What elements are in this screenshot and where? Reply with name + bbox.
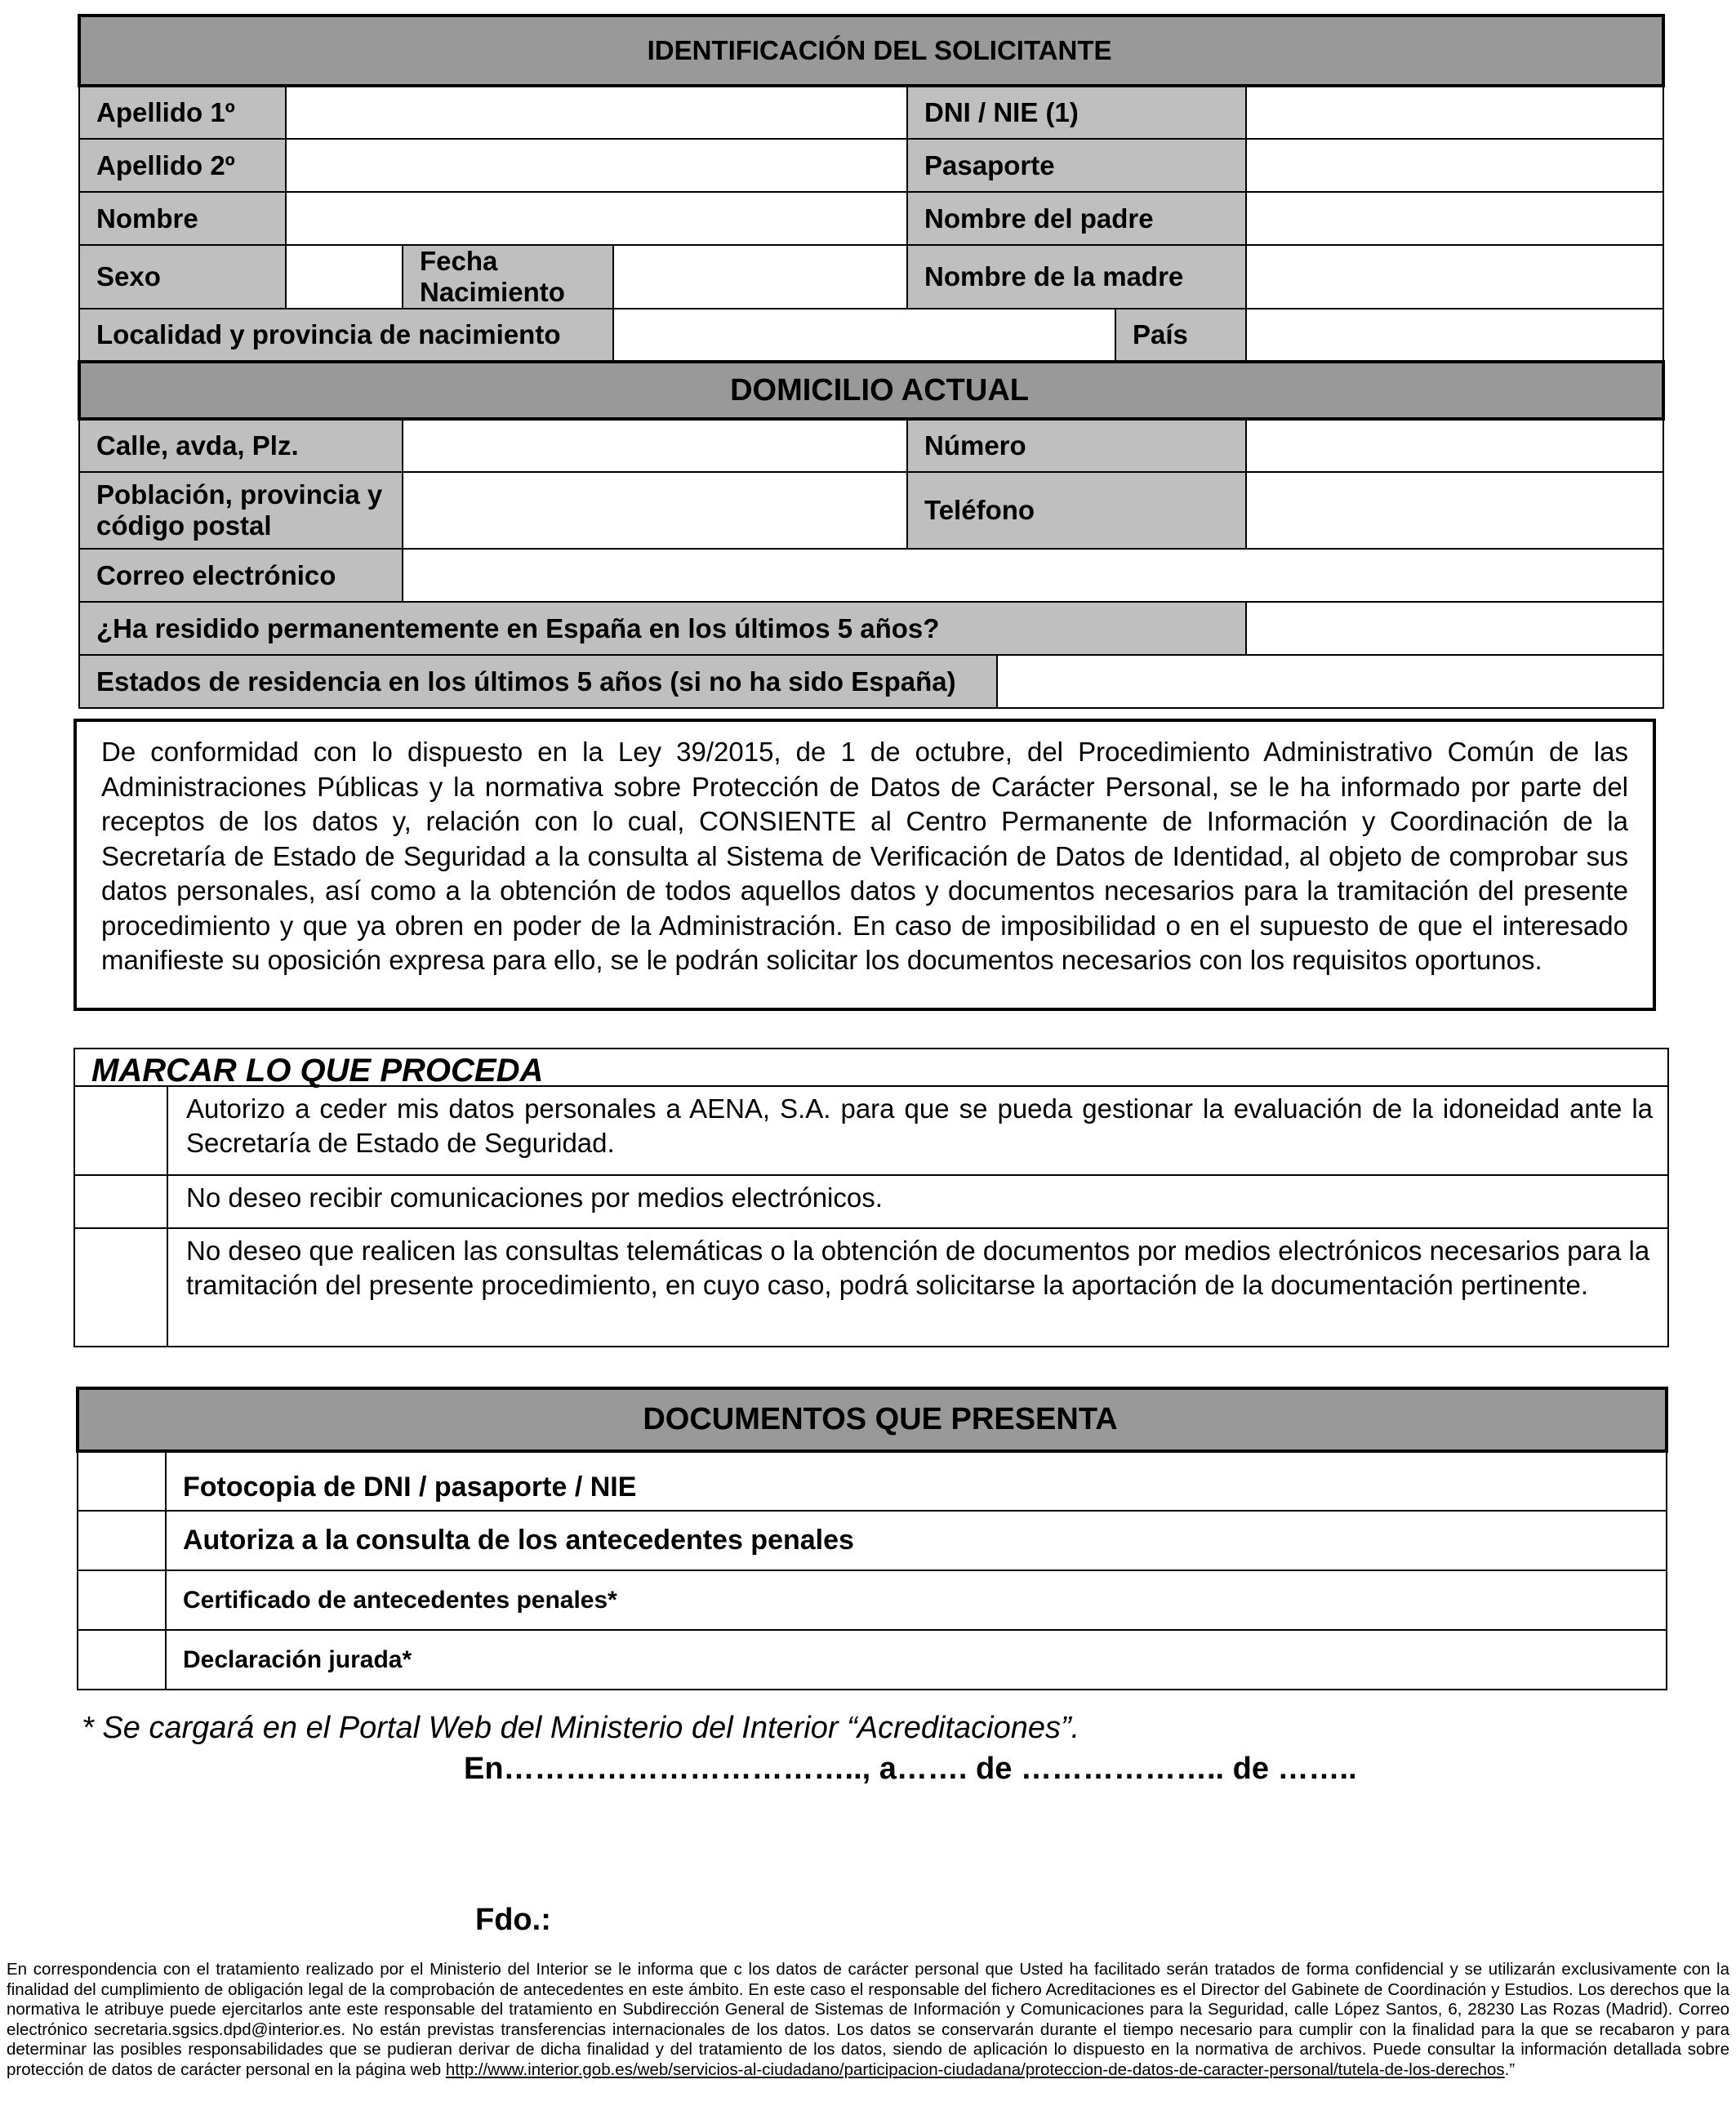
consent-text-box: De conformidad con lo dispuesto en la Ley 39/2015, de 1 de octubre, del Procedimiento Administrativo Común de las Administraciones Públicas y la normativa sobre Protección de Datos de Carácter Personal, se le ha informado por parte del receptos de los datos y, relación con lo cual, CONSIENTE al Centro Permanente de Información y Coordinación de la Secretaría de Estado de Seguridad a la consulta al Sistema de Verificación de Datos de Identidad, al objeto de comprobar sus datos personales, así como a la obtención de todos aquellos datos y documentos necesarios para la tramitación del presente procedimiento y que ya obren en poder de la Administración. En caso de imposibilidad o en el supuesto de que el interesado manifieste su oposición expresa para ello, se le podrán solicitar los documentos necesarios con los requisitos oportunos.	[73, 719, 1656, 1011]
document-checkbox[interactable]	[78, 1511, 166, 1570]
input-fecha[interactable]	[613, 245, 907, 309]
input-nombre[interactable]	[286, 192, 907, 245]
label-residido: ¿Ha residido permanentemente en España en los últimos 5 años?	[79, 602, 1246, 655]
section-header-documentos: DOCUMENTOS QUE PRESENTA	[78, 1388, 1667, 1451]
input-estados[interactable]	[997, 655, 1663, 708]
option-row	[73, 1087, 1669, 1176]
label-localidad: Localidad y provincia de nacimiento	[79, 309, 613, 362]
applicant-form-table	[78, 14, 1665, 709]
label-fecha: Fecha Nacimiento	[403, 245, 613, 309]
option-row	[73, 1176, 1669, 1229]
option-text: No deseo recibir comunicaciones por medios electrónicos.	[186, 1182, 883, 1213]
document-item: Autoriza a la consulta de los antecedentes penales	[166, 1511, 1667, 1570]
document-item: Certificado de antecedentes penales*	[166, 1570, 1667, 1630]
input-madre[interactable]	[1246, 245, 1663, 309]
input-calle[interactable]	[403, 419, 907, 472]
label-pais: País	[1115, 309, 1246, 362]
input-apellido1[interactable]	[286, 86, 907, 139]
input-numero[interactable]	[1246, 419, 1663, 472]
option-text: No deseo que realicen las consultas telemáticas o la obtención de documentos por medios electrónicos necesarios para la tramitación del presente procedimiento, en cuyo caso, podrá solicitarse la aportación de la documentación pertinente.	[186, 1236, 1650, 1300]
input-pais[interactable]	[1246, 309, 1663, 362]
document-item: Fotocopia de DNI / pasaporte / NIE	[166, 1451, 1667, 1511]
label-sexo: Sexo	[79, 245, 286, 309]
legal-notice	[7, 1960, 1729, 2080]
document-checkbox[interactable]	[78, 1630, 166, 1690]
signature-label: Fdo.:	[475, 1903, 551, 1937]
input-poblacion[interactable]	[403, 472, 907, 549]
option-checkbox[interactable]	[75, 1087, 168, 1174]
options-section	[73, 1048, 1669, 1347]
label-estados: Estados de residencia en los últimos 5 años (si no ha sido España)	[79, 655, 997, 708]
label-pasaporte: Pasaporte	[907, 139, 1246, 192]
document-checkbox[interactable]	[78, 1570, 166, 1630]
label-numero: Número	[907, 419, 1246, 472]
legal-text: En correspondencia con el tratamiento realizado por el Ministerio del Interior se le informa que c los datos de carácter personal que Usted ha facilitado serán tratados de forma confidencial y se utilizarán exclusivamente con la finalidad del cumplimiento de obligación legal de la comprobación de antecedentes en este ámbito. En este caso el responsable del fichero Acreditaciones es el Director del Gabinete de Coordinación y Estudios. Los derechos que la normativa le atribuye puede ejercitarlos ante este responsable del tratamiento en Subdirección General de Sistemas de Información y Comunicaciones para la Seguridad, calle López Santos, 6, 28230 Las Rozas (Madrid). Correo electrónico secretaria.sgsics.dpd@interior.es. No están previstas transferencias internacionales de los datos. Los datos se conservarán durante el tiempo necesario para cumplir con la finalidad para la que se recabaron y para determinar las posibles responsabilidades que se pudieran derivar de dicha finalidad y del tratamiento de los datos, siendo de aplicación lo dispuesto en la normativa de archivos. Puede consultar la información detallada sobre protección de datos de carácter personal en la página web	[7, 1960, 1729, 2079]
input-localidad[interactable]	[613, 309, 1115, 362]
upload-note: * Se cargará en el Portal Web del Ministerio del Interior “Acreditaciones”.	[82, 1711, 1080, 1745]
option-row	[73, 1229, 1669, 1347]
option-checkbox[interactable]	[75, 1176, 168, 1227]
input-correo[interactable]	[403, 549, 1663, 602]
label-calle: Calle, avda, Plz.	[79, 419, 403, 472]
input-telefono[interactable]	[1246, 472, 1663, 549]
label-apellido2: Apellido 2º	[79, 139, 286, 192]
section-header-domicilio: DOMICILIO ACTUAL	[79, 362, 1663, 419]
legal-link[interactable]: http://www.interior.gob.es/web/servicios-al-ciudadano/participacion-ciudadana/proteccion-de-datos-de-caracter-personal/tutela-de-los-derechos	[445, 2059, 1505, 2079]
section-header-identificacion: IDENTIFICACIÓN DEL SOLICITANTE	[79, 16, 1663, 86]
input-residido[interactable]	[1246, 602, 1663, 655]
legal-end: .”	[1504, 2059, 1516, 2079]
option-text: Autorizo a ceder mis datos personales a AENA, S.A. para que se pueda gestionar la evaluación de la idoneidad ante la Secretaría de Estado de Seguridad.	[186, 1093, 1653, 1158]
place-date-line: En…………………………….., a……. de ……………….. de ……..	[464, 1752, 1357, 1786]
label-padre: Nombre del padre	[907, 192, 1246, 245]
documents-table	[76, 1387, 1668, 1690]
document-item: Declaración jurada*	[166, 1630, 1667, 1690]
option-checkbox[interactable]	[75, 1229, 168, 1346]
label-nombre: Nombre	[79, 192, 286, 245]
input-dni[interactable]	[1246, 86, 1663, 139]
input-sexo[interactable]	[286, 245, 403, 309]
label-apellido1: Apellido 1º	[79, 86, 286, 139]
options-title: MARCAR LO QUE PROCEDA	[73, 1048, 1669, 1087]
label-dni: DNI / NIE (1)	[907, 86, 1246, 139]
label-madre: Nombre de la madre	[907, 245, 1246, 309]
input-pasaporte[interactable]	[1246, 139, 1663, 192]
label-correo: Correo electrónico	[79, 549, 403, 602]
input-apellido2[interactable]	[286, 139, 907, 192]
input-padre[interactable]	[1246, 192, 1663, 245]
label-poblacion: Población, provincia y código postal	[79, 472, 403, 549]
document-checkbox[interactable]	[78, 1451, 166, 1511]
label-telefono: Teléfono	[907, 472, 1246, 549]
